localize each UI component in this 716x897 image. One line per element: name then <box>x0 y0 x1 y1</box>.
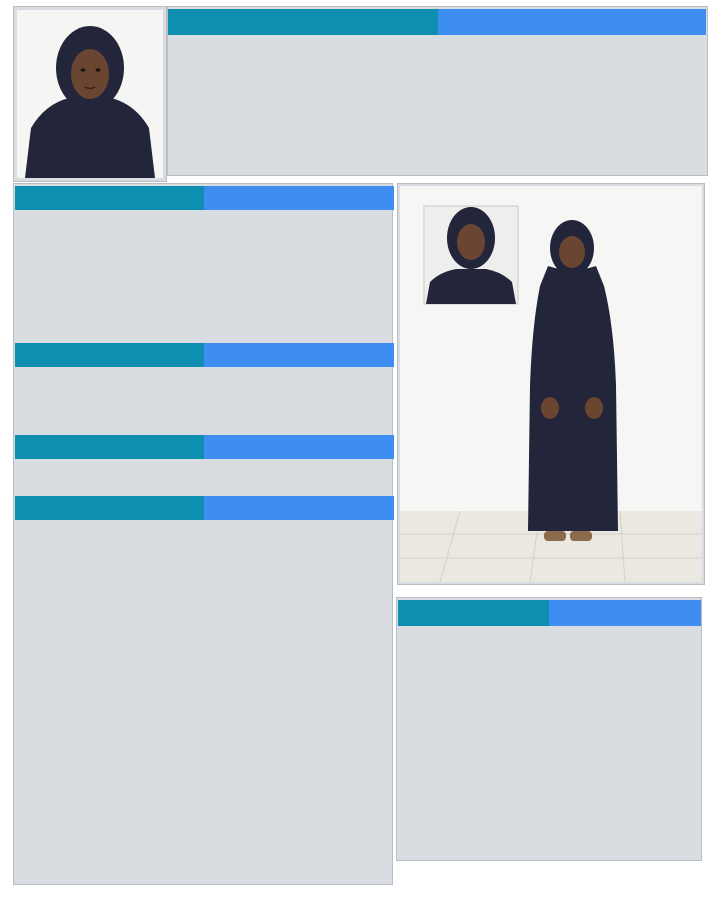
skills-section-header-ar <box>549 600 701 626</box>
full-body-photo <box>400 186 702 582</box>
skills-section-header <box>398 600 549 626</box>
personal-section-header <box>15 496 204 520</box>
code-header <box>168 9 438 35</box>
language-section-header <box>15 343 204 367</box>
application-title <box>438 9 706 35</box>
passport-section-header <box>15 186 204 210</box>
portrait-photo <box>17 10 163 178</box>
skills-panel <box>396 597 702 861</box>
passport-section-header-ar <box>204 186 394 210</box>
personal-section-header-ar <box>204 496 394 520</box>
left-info-panel <box>13 183 393 885</box>
experience-section-header <box>15 435 204 459</box>
language-section-header-ar <box>204 343 394 367</box>
experience-section-header-ar <box>204 435 394 459</box>
